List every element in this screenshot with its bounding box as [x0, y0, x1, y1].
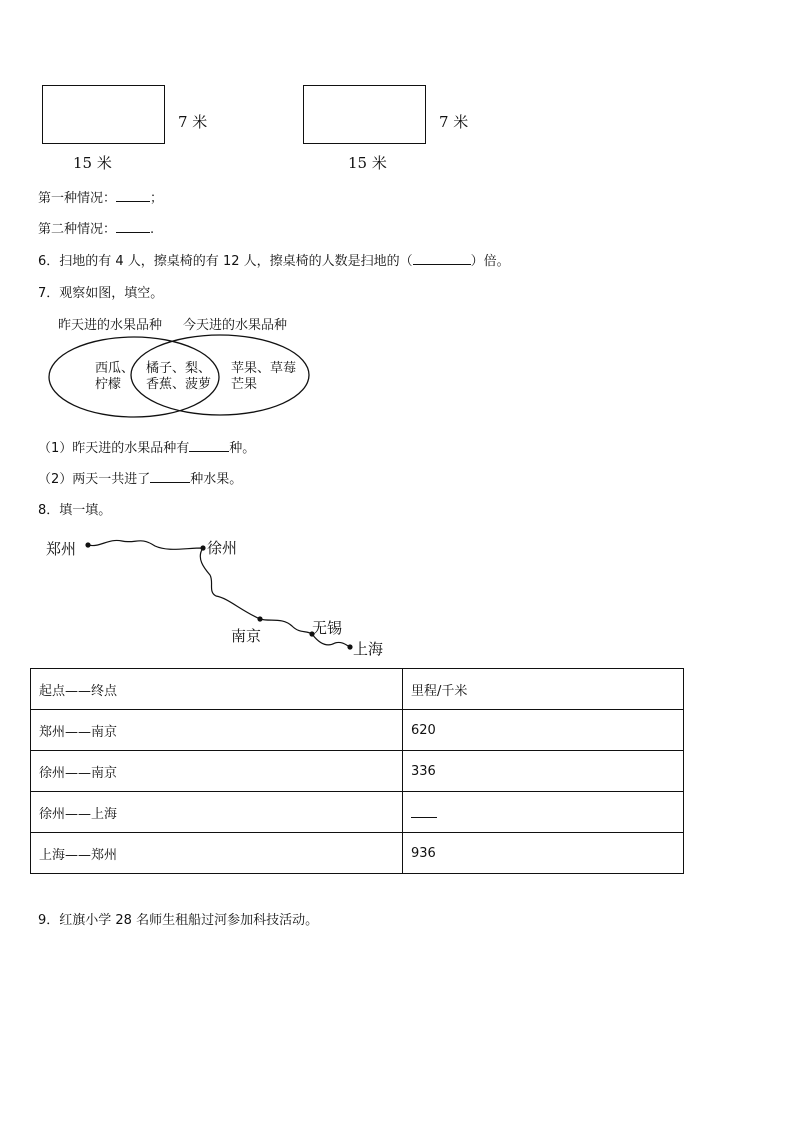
table-cell-distance: 620 — [403, 710, 684, 751]
nanjing-point — [257, 616, 262, 621]
map-label-shanghai: 上海 — [353, 640, 384, 658]
table-header-distance: 里程/千米 — [403, 669, 684, 710]
map-label-nanjing: 南京 — [231, 627, 262, 645]
venn-both-line1: 橘子、梨、 — [146, 361, 212, 376]
situation-1-label: 第一种情况： — [38, 191, 117, 206]
table-cell-distance: 936 — [403, 833, 684, 874]
situation-2-end: . — [150, 222, 155, 237]
map-label-wuxi: 无锡 — [312, 619, 343, 637]
question-7-sub1-prefix: （1）昨天进的水果品种有 — [38, 441, 190, 456]
zhengzhou-point — [85, 542, 90, 547]
left-rectangle-bottom-label: 15 米 — [73, 154, 112, 172]
venn-right-only-line1: 苹果、草莓 — [231, 361, 297, 376]
venn-right-only-line2: 芒果 — [231, 377, 258, 392]
venn-left-only-line1: 西瓜、 — [95, 361, 135, 376]
venn-both-line2: 香蕉、菠萝 — [146, 377, 212, 392]
question-7-sub1-suffix: 种。 — [229, 441, 256, 456]
table-row — [31, 792, 684, 833]
table-cell-route: 徐州——上海 — [31, 792, 403, 833]
question-7-sub2-suffix: 种水果。 — [190, 472, 243, 487]
shanghai-point — [347, 644, 352, 649]
table-row — [31, 710, 684, 751]
table-cell-route: 郑州——南京 — [31, 710, 403, 751]
table-cell-distance-blank[interactable] — [403, 792, 684, 833]
question-6-suffix: ）倍。 — [470, 254, 510, 269]
table-cell-route: 上海——郑州 — [31, 833, 403, 874]
venn-left-only-line2: 柠檬 — [95, 377, 122, 392]
question-7-sub2-blank[interactable] — [150, 470, 190, 483]
situation-1-end: ； — [150, 191, 164, 206]
right-rectangle-bottom-label: 15 米 — [348, 154, 387, 172]
situation-2-label: 第二种情况： — [38, 222, 117, 237]
map-label-zhengzhou: 郑州 — [46, 540, 77, 558]
question-9: 9．红旗小学 28 名师生租船过河参加科技活动。 — [38, 913, 319, 928]
table-row — [31, 751, 684, 792]
left-rectangle-side-label: 7 米 — [178, 113, 208, 131]
table-cell-distance: 336 — [403, 751, 684, 792]
question-7-sub1-blank[interactable] — [189, 439, 229, 452]
right-rectangle-side-label: 7 米 — [439, 113, 469, 131]
venn-left-title: 昨天进的水果品种 — [58, 318, 163, 333]
question-8-title: 8．填一填。 — [38, 503, 112, 518]
question-7-title: 7．观察如图，填空。 — [38, 286, 164, 301]
table-header-route: 起点——终点 — [31, 669, 403, 710]
question-6-prefix: 6．扫地的有 4 人，擦桌椅的有 12 人，擦桌椅的人数是扫地的（ — [38, 254, 413, 269]
map-label-xuzhou: 徐州 — [207, 539, 238, 557]
venn-right-title: 今天进的水果品种 — [183, 318, 288, 333]
question-7-sub2-prefix: （2）两天一共进了 — [38, 472, 151, 487]
question-7-sub1 — [38, 437, 255, 456]
table-cell-route: 徐州——南京 — [31, 751, 403, 792]
distance-table — [30, 668, 684, 874]
xuzhou-point — [200, 545, 205, 550]
distance-answer-blank[interactable] — [411, 807, 437, 818]
table-header-row — [31, 669, 684, 710]
table-row — [31, 833, 684, 874]
question-7-sub2 — [38, 468, 242, 487]
